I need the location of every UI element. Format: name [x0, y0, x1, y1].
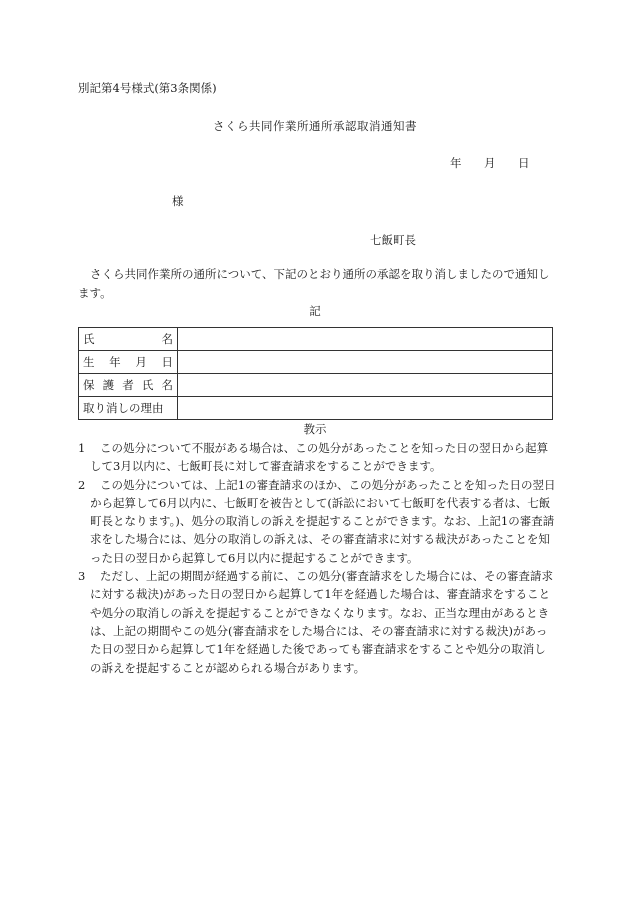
- ki-heading: 記: [309, 304, 321, 318]
- row-label-char: 名: [161, 332, 173, 346]
- instruction-text: ただし、上記の期間が経過する前に、この処分(審査請求をした場合には、その審査請求に対する裁決)があった日の翌日から起算して1年を経過した場合は、審査請求をすることや処分の取消しの訴えを提起することができなくなります。なお、正当な理由があるときは、上記の期間やこの処分(審査請求をした場合には、その審査請求に対する裁決)があった日の翌日から起算して1年を経過した後であっても審査請求をすることや処分の取消しの訴えを提起することが認められる場合があります。: [90, 569, 553, 675]
- instruction-number: 1: [78, 441, 86, 455]
- notice-body: さくら共同作業所の通所について、下記のとおり通所の承認を取り消しましたので通知します。: [78, 267, 550, 300]
- row-label-char: 氏: [141, 378, 154, 392]
- instruction-number: 3: [78, 569, 86, 584]
- row-label: [79, 374, 178, 397]
- row-label-char: 生: [83, 355, 95, 369]
- table-row: [79, 397, 553, 420]
- row-value[interactable]: [178, 351, 553, 374]
- row-label-char: 護: [102, 378, 115, 392]
- row-value[interactable]: [178, 397, 553, 420]
- row-label-char: 名: [161, 378, 173, 392]
- instruction-text: この処分については、上記1の審査請求のほか、この処分があったことを知った日の翌日から起算して6月以内に、七飯町を被告として(訴訟において七飯町を代表する者は、七飯町長となります。)、処分の取消しの訴えを提起することができます。なお、上記1の審査請求をした場合には、処分の取消しの訴えは、その審査請求に対する裁決があったことを知った日の翌日から起算して6月以内に提起することができます。: [90, 477, 556, 565]
- row-label-char: 日: [161, 355, 173, 369]
- kyoji-heading: 教示: [303, 422, 327, 436]
- row-label-char: 年: [109, 355, 121, 369]
- row-label-char: 保: [83, 378, 95, 392]
- issuer: 七飯町長: [370, 233, 416, 247]
- form-number: 別記第4号様式(第3条関係): [78, 81, 217, 95]
- row-label: [79, 397, 178, 420]
- date-day: 日: [518, 156, 530, 170]
- document-title: さくら共同作業所通所承認取消通知書: [213, 119, 417, 133]
- row-label-char: 氏: [83, 332, 95, 346]
- instruction-item: [78, 476, 556, 567]
- table-row: [79, 374, 553, 397]
- row-label-char: 月: [135, 355, 147, 369]
- addressee-suffix: 様: [172, 194, 184, 208]
- row-label-char: 者: [122, 378, 134, 392]
- row-value[interactable]: [178, 374, 553, 397]
- table-row: [79, 328, 553, 351]
- instructions: [78, 439, 556, 677]
- date-year: 年: [450, 156, 462, 170]
- info-table: [78, 327, 553, 420]
- instruction-item: [78, 439, 556, 476]
- row-label: [79, 328, 178, 351]
- row-label: [79, 351, 178, 374]
- instruction-item: [78, 567, 556, 677]
- instruction-text: この処分について不服がある場合は、この処分があったことを知った日の翌日から起算して3月以内に、七飯町長に対して審査請求をすることができます。: [90, 441, 549, 474]
- instruction-number: 2: [78, 477, 86, 492]
- date-month: 月: [484, 156, 496, 170]
- table-row: [79, 351, 553, 374]
- row-label-char: 取り消しの理由: [83, 401, 164, 415]
- row-value[interactable]: [178, 328, 553, 351]
